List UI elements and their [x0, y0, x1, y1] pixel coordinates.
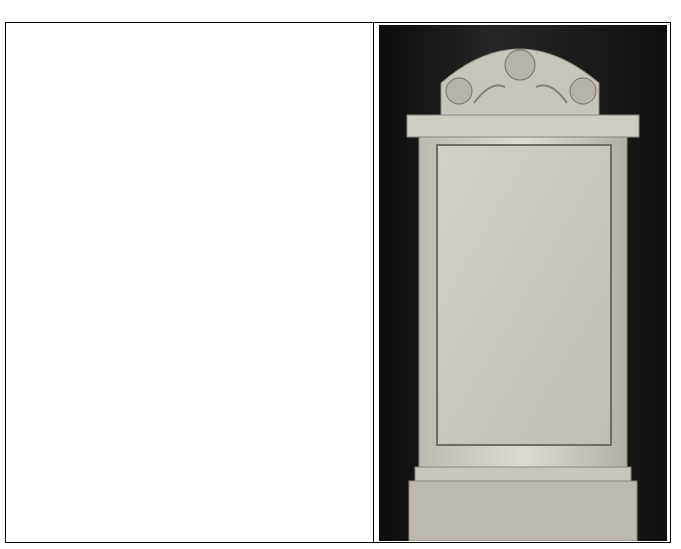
stone-stele-photo-icon: [379, 25, 667, 541]
inscription-table: [5, 22, 671, 543]
stele-photo: [379, 25, 667, 541]
column-divider: [373, 23, 374, 542]
